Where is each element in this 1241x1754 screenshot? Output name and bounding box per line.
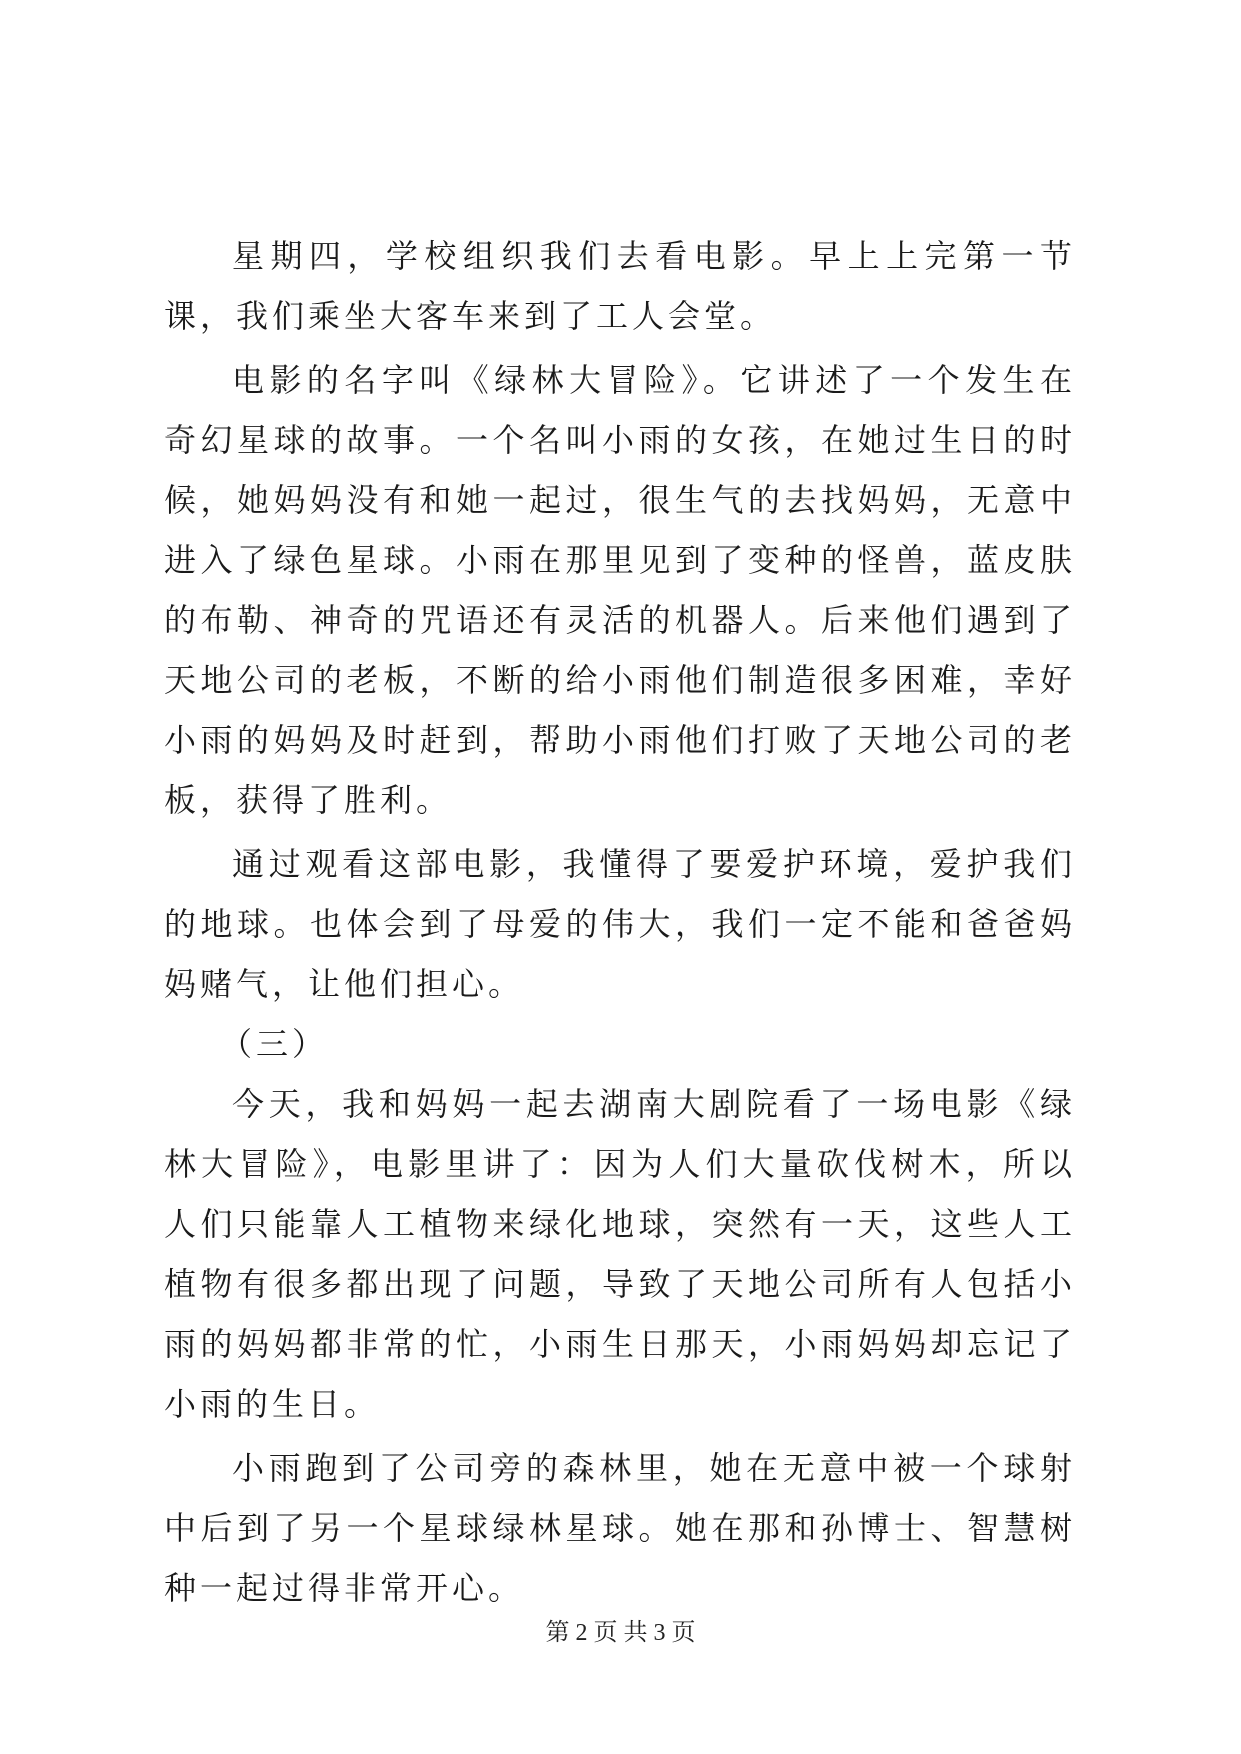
document-body: [164, 226, 1076, 1618]
section-heading: （三）: [220, 1025, 329, 1063]
paragraph-1: 星期四，学校组织我们去看电影。早上上完第一节课，我们乘坐大客车来到了工人会堂。: [164, 237, 1076, 335]
paragraph-5: 小雨跑到了公司旁的森林里，她在无意中被一个球射中后到了另一个星球绿林星球。她在那和孙博士、智慧树种一起过得非常开心。: [164, 1449, 1076, 1607]
paragraph-2: 电影的名字叫《绿林大冒险》。它讲述了一个发生在奇幻星球的故事。一个名叫小雨的女孩，在她过生日的时候，她妈妈没有和她一起过，很生气的去找妈妈，无意中进入了绿色星球。小雨在那里见到了变种的怪兽，蓝皮肤的布勒、神奇的咒语还有灵活的机器人。后来他们遇到了天地公司的老板，不断的给小雨他们制造很多困难，幸好小雨的妈妈及时赶到，帮助小雨他们打败了天地公司的老板，获得了胜利。: [164, 361, 1076, 819]
paragraph-3: 通过观看这部电影，我懂得了要爱护环境，爱护我们的地球。也体会到了母爱的伟大，我们一定不能和爸爸妈妈赌气，让他们担心。: [164, 845, 1076, 1003]
paragraph-4: 今天，我和妈妈一起去湖南大剧院看了一场电影《绿林大冒险》，电影里讲了：因为人们大量砍伐树木，所以人们只能靠人工植物来绿化地球，突然有一天，这些人工植物有很多都出现了问题，导致了天地公司所有人包括小雨的妈妈都非常的忙，小雨生日那天，小雨妈妈却忘记了小雨的生日。: [164, 1085, 1076, 1423]
page-number-footer: 第 2 页 共 3 页: [545, 1620, 696, 1646]
